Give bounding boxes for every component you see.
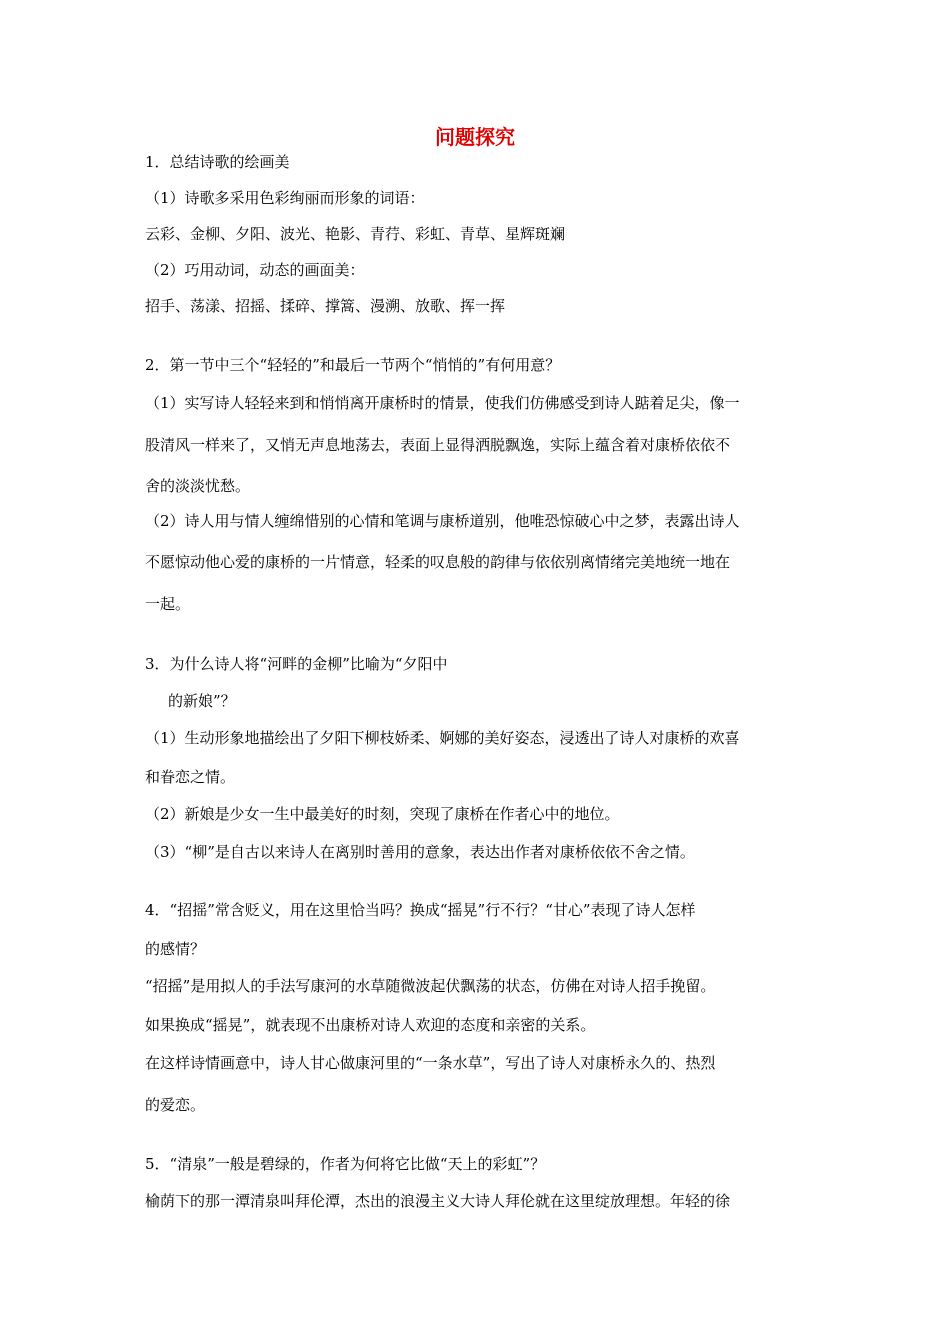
- q3-heading-cont: 的新娘”？: [168, 692, 236, 710]
- q2-a2-line-1: （2）诗人用与情人缠绵惜别的心情和笔调与康桥道别，他唯恐惊破心中之梦，表露出诗人: [145, 512, 740, 530]
- q4-a3-line-1: 在这样诗情画意中，诗人甘心做康河里的“一条水草”，写出了诗人对康桥永久的、热烈: [145, 1054, 716, 1072]
- q1-p1-label: （1）诗歌多采用色彩绚丽而形象的词语：: [145, 189, 425, 207]
- q4-heading-line-1: 4．“招摇”常含贬义，用在这里恰当吗？换成“摇晃”行不行？“甘心”表现了诗人怎样: [145, 901, 696, 919]
- page-title: 问题探究: [435, 125, 515, 149]
- q1-p2-label: （2）巧用动词，动态的画面美：: [145, 261, 365, 279]
- q2-heading: 2．第一节中三个“轻轻的”和最后一节两个“悄悄的”有何用意？: [145, 356, 561, 374]
- q2-a1-line-2: 股清风一样来了，又悄无声息地荡去，表面上显得洒脱飘逸，实际上蕴含着对康桥依依不: [145, 436, 731, 454]
- q2-a2-line-3: 一起。: [145, 595, 191, 613]
- q5-heading: 5．“清泉”一般是碧绿的，作者为何将它比做“天上的彩虹”？: [145, 1155, 546, 1173]
- q3-heading: 3．为什么诗人将“河畔的金柳”比喻为“夕阳中: [145, 655, 448, 673]
- q4-a1: “招摇”是用拟人的手法写康河的水草随微波起伏飘荡的状态，仿佛在对诗人招手挽留。: [145, 977, 716, 995]
- q5-a1: 榆荫下的那一潭清泉叫拜伦潭，杰出的浪漫主义大诗人拜伦就在这里绽放理想。年轻的徐: [145, 1192, 731, 1210]
- q2-a1-line-3: 舍的淡淡忧愁。: [145, 477, 251, 495]
- q2-a2-line-2: 不愿惊动他心爱的康桥的一片情意，轻柔的叹息般的韵律与依依别离情绪完美地统一地在: [145, 553, 731, 571]
- q3-a2: （2）新娘是少女一生中最美好的时刻，突现了康桥在作者心中的地位。: [145, 805, 620, 823]
- q4-heading-line-2: 的感情？: [145, 940, 206, 958]
- q3-a1-line-2: 和眷恋之情。: [145, 768, 236, 786]
- q1-p2-words: 招手、荡漾、招摇、揉碎、撑篙、漫溯、放歌、挥一挥: [145, 297, 506, 315]
- q1-p1-words: 云彩、金柳、夕阳、波光、艳影、青荇、彩虹、青草、星辉斑斓: [145, 225, 566, 243]
- q1-heading: 1．总结诗歌的绘画美: [145, 153, 290, 171]
- q3-a3: （3）“柳”是自古以来诗人在离别时善用的意象，表达出作者对康桥依依不舍之情。: [145, 843, 695, 861]
- q3-a1-line-1: （1）生动形象地描绘出了夕阳下柳枝娇柔、婀娜的美好姿态，浸透出了诗人对康桥的欢喜: [145, 729, 740, 747]
- q2-a1-line-1: （1）实写诗人轻轻来到和悄悄离开康桥时的情景，使我们仿佛感受到诗人踮着足尖，像一: [145, 394, 740, 412]
- q4-a2: 如果换成“摇晃”，就表现不出康桥对诗人欢迎的态度和亲密的关系。: [145, 1016, 596, 1034]
- q4-a3-line-2: 的爱恋。: [145, 1096, 206, 1114]
